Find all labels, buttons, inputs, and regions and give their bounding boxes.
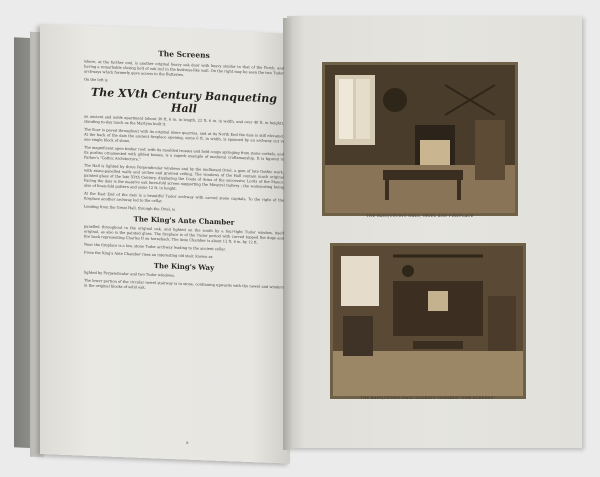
- hall-paragraph-1: an ancient and noble apartment (about 30 ft. 6 in. in length, 22 ft. 6 in. in width, and over 40 ft. in height), standing to-day much as the Martyns built it.: [84, 114, 284, 127]
- ante-paragraph-2: Near the fireplace is a low, stone Tudor archway leading to the ancient cellar.: [84, 242, 226, 252]
- heading-kings-way: The King's Way: [153, 260, 215, 273]
- book-gutter: [283, 18, 293, 450]
- way-paragraph-1: lighted by Perpendicular and two Tudor windows.: [84, 270, 176, 278]
- heading-screens: The Screens: [158, 49, 210, 60]
- left-page-text: [84, 47, 284, 299]
- hall-paragraph-5: At the East End of the dais is a beautiful Tudor archway with carved stone capitals. To the right of the fireplace another archway led to the cellar.: [84, 191, 284, 204]
- leading-text: Leading from the Great Hall, through the Oriel, is: [84, 204, 176, 212]
- caption-bottom: THE BANQUETING HALL LOOKING TOWARDS "THE SCREENS": [360, 396, 496, 400]
- caption-top: THE BANQUETING HALL, ORIEL AND FIREPLACE: [366, 214, 474, 218]
- screens-paragraph: where, at the further end, is another original heavy oak door with heavy similar to that of the Porch, and having a remarkable closing bolt of oak incl in the buttress-like wall. On the right may be seen the two Tudor archways which formerly gave access to the Butteries.: [84, 59, 284, 77]
- ante-paragraph-1: panelled throughout in the original oak, and lighted on the south by a four-light Tudor window, itself original, as also is the painted glass. The fireplace is of the Tudor period with carved topped the dogs and fire back representing Charles II on horseback. The Ante Chamber is about 12 ft. 6 in. by 12 ft.: [84, 224, 284, 245]
- on-left-text: On the left is: [84, 77, 108, 83]
- page-number: 8: [186, 440, 189, 445]
- photo-hall-oriel: [322, 62, 518, 216]
- photo-hall-screens: [330, 243, 526, 399]
- hall-paragraph-3: The magnificent open timber roof, with its moulded trusses and bold coups springing from stone corbels, and its purlins ornamented with gilded bosses, is a superb example of medieval craftsmanship. It is figured in Parker's "Gothic Architecture.": [84, 145, 284, 162]
- hall-paragraph-4: The Hall is lighted by three Perpendicular windows and by the mullioned Oriel, a gem of late Gothic work, with stone-panelled walls and arches and groined ceiling. The windows of the Hall contain much original painted glass of the late XVth Century, displaying the Coats of Arms of the successive Lords of the Manor. Facing the dais is the massive oak linen-fold screen supporting the Minstrel Gallery ; the wainscoting being also of linen-fold pattern and some 12 ft. in height.: [84, 163, 284, 191]
- hall-paragraph-2: The floor is paved throughout with its original stone quarries, and at its North End the dais is still elevated. At the back of the dais the ancient fireplace opening, some 6 ft. in width, is spanned by an archway cut in one single block of stone.: [84, 127, 284, 144]
- heading-ante-chamber: The King's Ante Chamber: [133, 214, 235, 227]
- heading-banqueting-hall: The XVth Century Banqueting Hall: [91, 85, 277, 116]
- way-paragraph-2: The lower portion of the circular newel stairway is in stone, continuing upwards with the newel and winders in the original blocks of solid oak.: [84, 278, 284, 290]
- leading-text-2: From the King's Ante Chamber rises an interesting old stair, known as: [84, 250, 213, 259]
